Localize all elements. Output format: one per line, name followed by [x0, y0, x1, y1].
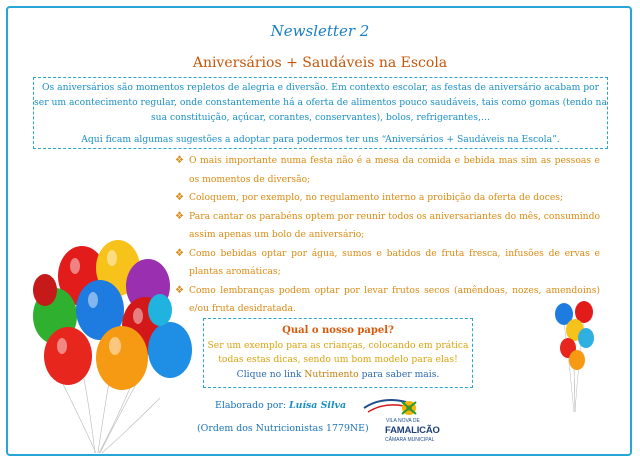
author-credit: [215, 400, 346, 411]
list-item: [175, 189, 600, 208]
tip-text: Como lembranças podem optar por levar frutos secos (amêndoas, nozes, amendoins) e/ou fruta desidratada.: [189, 284, 600, 314]
role-line-3: Clique no link Nutrimento para saber mais.: [236, 368, 440, 380]
nutrimento-link[interactable]: Nutrimento: [304, 368, 359, 380]
role-line-2: todas estas dicas, sendo um bom modelo para elas!: [218, 354, 458, 365]
credit-label: Elaborado por:: [215, 400, 290, 411]
tip-text: O mais importante numa festa não é a mesa da comida e bebida mas sim as pessoas e os momentos de diversão;: [189, 155, 600, 185]
intro-box: [33, 77, 608, 149]
newsletter-title: Newsletter 2: [270, 22, 370, 40]
list-item: [175, 152, 600, 189]
balloons-cluster-right-image: [550, 292, 600, 412]
main-title: Aniversários + Saudáveis na Escola: [192, 55, 448, 71]
balloons-cluster-left-image: [20, 238, 200, 453]
list-item: [175, 245, 600, 282]
diamond-bullet-icon: ❖: [175, 284, 184, 296]
logo-text-bottom: CÂMARA MUNICIPAL: [385, 437, 435, 443]
role-box: [203, 318, 473, 388]
diamond-bullet-icon: ❖: [175, 155, 184, 166]
tip-text: Como bebidas optar por água, sumos e batidos de fruta fresca, infusões de ervas e plantas aromáticas;: [189, 247, 600, 277]
diamond-bullet-icon: ❖: [175, 192, 184, 203]
intro-suggestion: Aqui ficam algumas sugestões a adoptar para podermos ter uns “Aniversários + Saudáveis na Escola”.: [81, 134, 560, 145]
diamond-bullet-icon: ❖: [175, 247, 184, 259]
list-item: [175, 208, 600, 245]
role-title: Qual o nosso papel?: [282, 325, 394, 336]
tip-text: Para cantar os parabéns optem por reunir todos os aniversariantes do mês, consumindo assim apenas um bolo de aniversário;: [189, 210, 600, 240]
list-item: [175, 282, 600, 319]
logo-text-main: FAMALICÃO: [385, 425, 440, 436]
role-line-1: Ser um exemplo para as crianças, colocando em prática: [207, 339, 469, 351]
logo-text-top: VILA NOVA DE: [386, 418, 420, 424]
intro-paragraph: Os aniversários são momentos repletos de alegria e diversão. Em contexto escolar, as festas de aniversário acabam por ser um acontecimento regular, onde constantemente há a oferta de alimentos pouco saudáveis, tais como gomas (tendo na sua constituição, açúcar, corantes, conservantes), bolos, refrigerantes,…: [34, 82, 607, 123]
diamond-bullet-icon: ❖: [175, 210, 184, 222]
nutritionist-order: (Ordem dos Nutricionistas 1779NE): [197, 423, 369, 434]
author-name: Luísa Silva: [289, 400, 347, 411]
tips-list: [175, 152, 600, 319]
tip-text: Coloquem, por exemplo, no regulamento interno a proibição da oferta de doces;: [189, 192, 564, 203]
